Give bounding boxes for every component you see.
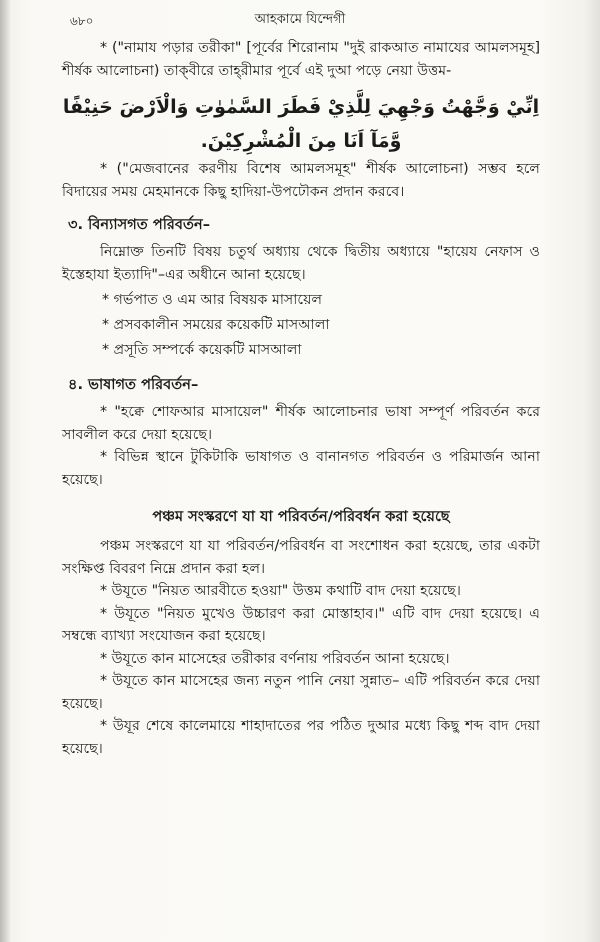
paragraph-fifth-edition-intro: পঞ্চম সংস্করণে যা যা পরিবর্তন/পরিবর্ধন বা সংশোধন করা হয়েছে, তার একটা সংক্ষিপ্ত বিবরণ নিম্নে প্রদান করা হল। [62,538,540,577]
section-heading-language: ৪. ভাষাগত পরিবর্তন– [68,376,199,393]
paragraph-fifth-edition-item: * উযূতে "নিয়ত আরবীতে হওয়া" উত্তম কথাটি বাদ দেয়া হয়েছে। [100,583,461,599]
arabic-dua-text: اِنِّيْ وَجَّهْتُ وَجْهِيَ لِلَّذِيْ فَطَرَ السَّمٰوٰتِ وَالْاَرْضَ حَنِيْفًا وَّمَآ اَنَا مِنَ الْمُشْرِكِيْنَ. [62,96,540,152]
paragraph-arrangement-intro: নিম্নোক্ত তিনটি বিষয় চতুর্থ অধ্যায় থেকে দ্বিতীয় অধ্যায়ে "হায়েয নেফাস ও ইস্তেহাযা ইত্যাদি"–এর অধীনে আনা হয়েছে। [62,244,540,283]
section-heading-fifth-edition: পঞ্চম সংস্করণে যা যা পরিবর্তন/পরিবর্ধন করা হয়েছে [152,508,450,525]
paragraph-fifth-edition-item: * উযূর শেষে কালেমায়ে শাহাদাতের পর পঠিত দুআর মধ্যে কিছু শব্দ বাদ দেয়া হয়েছে। [62,718,540,757]
paragraph-language-1: * "হক্বে শোফআর মাসায়েল" শীর্ষক আলোচনার ভাষা সম্পূর্ণ পরিবর্তন করে সাবলীল করে দেয়া হয়েছে। [62,404,540,443]
page-number: ৬৮০ [70,14,94,28]
list-item: * গর্ভপাত ও এম আর বিষয়ক মাসায়েল [102,292,323,308]
paragraph-language-2: * বিভিন্ন স্থানে টুকিটাকি ভাষাগত ও বানানগত পরিবর্তন ও পরিমার্জন আনা হয়েছে। [62,449,540,488]
list-item: * প্রসবকালীন সময়ের কয়েকটি মাসআলা [102,317,330,333]
paragraph-dua-note: * ("নামায পড়ার তরীকা" [পূর্বের শিরোনাম "দুই রাকআত নামাযের আমলসমূহ] শীর্ষক আলোচনা) তাক্‌বীরে তাহ্‌রীমার পূর্বে এই দুআ পড়ে নেয়া উত্তম- [62,40,540,79]
arrangement-list [62,288,540,363]
running-header-title: আহকামে যিন্দেগী [254,12,346,27]
section-heading-arrangement: ৩. বিন্যাসগত পরিবর্তন– [68,216,211,233]
list-item: * প্রসূতি সম্পর্কে কয়েকটি মাসআলা [102,342,302,358]
page-body [62,37,540,760]
paragraph-fifth-edition-item: * উযূতে "নিয়ত মুখেও উচ্চারণ করা মোস্তাহাব।" এটি বাদ দেয়া হয়েছে। এ সম্বন্ধে ব্যাখ্যা সংযোজন করা হয়েছে। [62,605,540,644]
paragraph-fifth-edition-item: * উযূতে কান মাসেহের তরীকার বর্ণনায় পরিবর্তন আনা হয়েছে। [100,650,450,667]
book-spine-shadow [0,0,10,942]
paragraph-fifth-edition-item: * উযূতে কান মাসেহের জন্য নতুন পানি নেয়া সুন্নাত– এটি পরিবর্তন করে দেয়া হয়েছে। [62,673,540,712]
paragraph-host-note: * ("মেজবানের করণীয় বিশেষ আমলসমূহ" শীর্ষক আলোচনা) সম্ভব হলে বিদায়ের সময় মেহমানকে কিছু হাদিয়া-উপঢৌকন প্রদান করবে। [62,161,540,200]
